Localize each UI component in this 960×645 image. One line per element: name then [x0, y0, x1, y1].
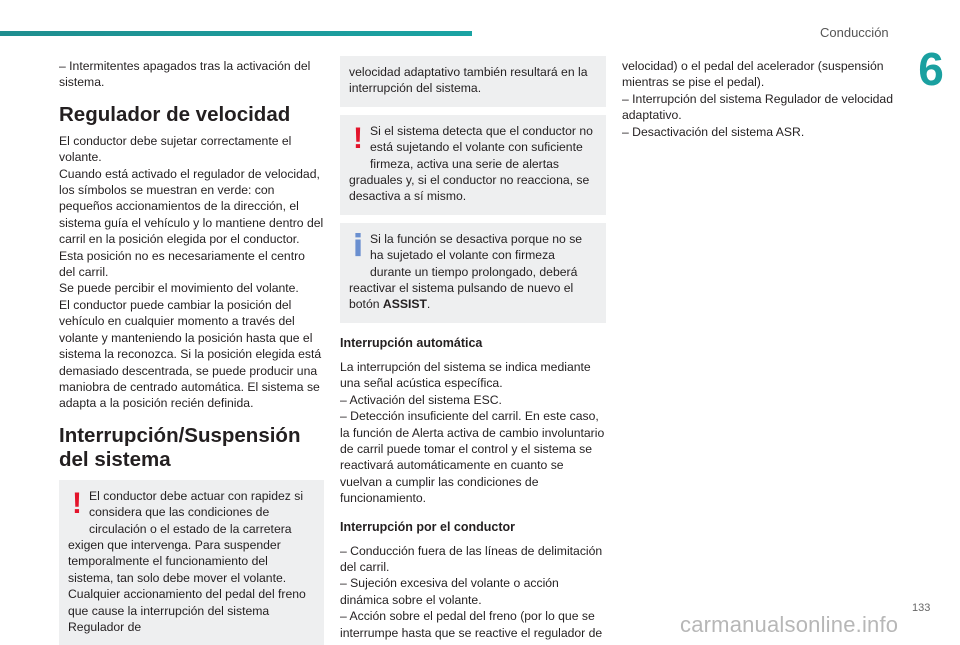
paragraph: El conductor debe sujetar correctamente el volante.	[59, 133, 292, 165]
column-3	[622, 58, 894, 140]
warning-box	[59, 480, 324, 645]
warning-text-continued: velocidad adaptativo también resultará en la interrupción del sistema.	[349, 65, 588, 96]
subheading-auto: Interrupción automática	[340, 335, 483, 350]
paragraph: Cuando está activado el regulador de velocidad, los símbolos se muestran en verde: con pequeños accionamientos de la dirección, el sistema guía el vehículo y lo mantiene dentro del carril en la posición elegida por el conductor. Esta posición no es necesariamente el centro del carril.	[59, 166, 324, 280]
exclamation-icon: !	[353, 121, 363, 155]
header-accent-bar	[0, 31, 472, 36]
column-1	[59, 58, 324, 645]
info-icon: i	[352, 228, 364, 264]
warning-box-continuation	[340, 56, 606, 107]
chapter-number-badge: 6	[902, 46, 960, 98]
section-heading-interrupcion: Interrupción/Suspensión del sistema	[59, 423, 301, 471]
list-item: – Detección insuficiente del carril. En este caso, la función de Alerta activa de cambio involuntario de carril puede tomar el control y el sistema se reactivará automáticamente en cuanto se vuelvan a cumplir las condiciones de funcionamiento.	[340, 409, 605, 506]
list-item: – Conducción fuera de las líneas de delimitación del carril.	[340, 543, 603, 574]
info-text-end: .	[426, 297, 431, 312]
chapter-title: Conducción	[820, 25, 889, 40]
paragraph: Se puede percibir el movimiento del volante.	[59, 281, 299, 296]
info-box	[340, 223, 606, 323]
warning-text: El conductor debe actuar con rapidez si considera que las condiciones de circulación o el estado de la carretera exigen que intervenga. Para suspender temporalmente el funcionamiento del sistema, tan solo debe mover el volante. Cualquier accionamiento del pedal del freno que cause la interrupción del sistema Regulador de	[68, 488, 306, 634]
warning-text: Si el sistema detecta que el conductor no está sujetando el volante con suficiente firmeza, activa una serie de alertas graduales y, si el conductor no reacciona, se desactiva a sí mismo.	[349, 123, 593, 204]
list-item: – Activación del sistema ESC.	[340, 392, 502, 407]
watermark: carmanualsonline.info	[680, 612, 899, 637]
page-number: 133	[912, 602, 931, 614]
intro-item: – Intermitentes apagados tras la activación del sistema.	[59, 59, 311, 90]
info-text: Si la función se desactiva porque no se ha sujetado el volante con firmeza durante un tiempo prolongado, deberá reactivar el sistema pulsando de nuevo el botón	[349, 231, 583, 312]
paragraph: La interrupción del sistema se indica mediante una señal acústica específica.	[340, 359, 591, 391]
exclamation-icon: !	[72, 486, 82, 520]
section-heading-regulador: Regulador de velocidad	[59, 102, 291, 126]
column-2	[340, 56, 606, 641]
list-item: – Desactivación del sistema ASR.	[622, 124, 805, 139]
list-item: – Interrupción del sistema Regulador de velocidad adaptativo.	[622, 91, 893, 123]
subheading-driver: Interrupción por el conductor	[340, 519, 516, 534]
paragraph: El conductor puede cambiar la posición del vehículo en cualquier momento a través del volante y manteniendo la posición hasta que el sistema la reconozca. Si la posición elegida está demasiado descentrada, se puede producir una maniobra de centrado automática. El sistema se adapta a la posición recién definida.	[59, 297, 322, 411]
assist-button-label: ASSIST	[382, 297, 427, 312]
list-item: – Acción sobre el pedal del freno (por lo que se interrumpe hasta que se reactive el regulador de	[340, 609, 603, 640]
paragraph: velocidad) o el pedal del acelerador (suspensión mientras se pise el pedal).	[622, 59, 884, 90]
list-item: – Sujeción excesiva del volante o acción dinámica sobre el volante.	[340, 576, 559, 607]
warning-box-2	[340, 115, 606, 215]
